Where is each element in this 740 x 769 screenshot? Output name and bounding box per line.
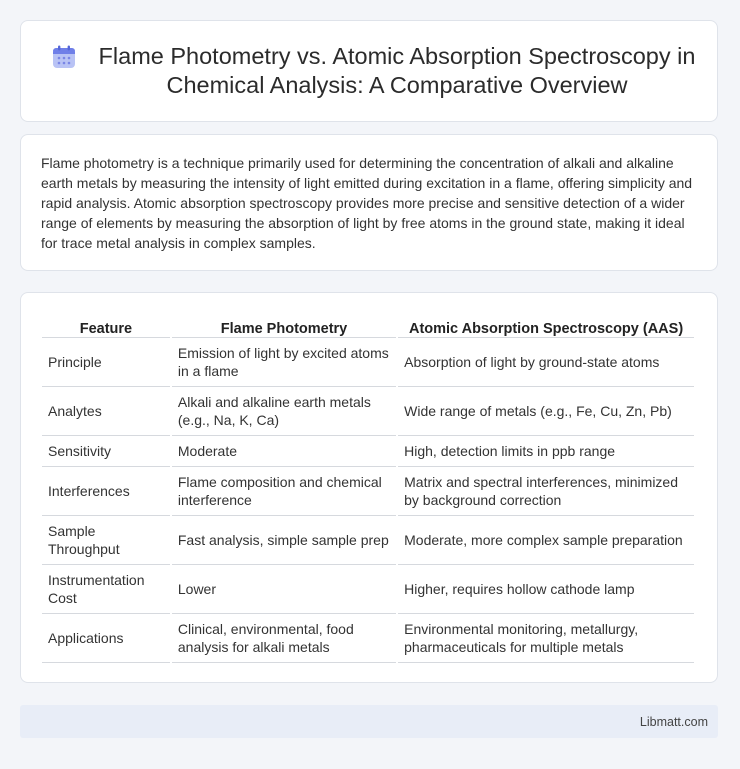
table-row <box>42 467 694 516</box>
calendar-icon <box>51 44 77 70</box>
feature-cell: Sample Throughput <box>42 516 170 565</box>
flame-cell: Fast analysis, simple sample prep <box>172 516 396 565</box>
table-row <box>42 614 694 663</box>
flame-cell: Flame composition and chemical interference <box>172 467 396 516</box>
table-row <box>42 436 694 467</box>
comparison-table <box>40 313 696 663</box>
page-title: Flame Photometry vs. Atomic Absorption Spectroscopy in Chemical Analysis: A Comparative Overview <box>98 43 696 98</box>
aas-cell: Wide range of metals (e.g., Fe, Cu, Zn, Pb) <box>398 387 694 436</box>
flame-cell: Moderate <box>172 436 396 467</box>
feature-cell: Sensitivity <box>42 436 170 467</box>
aas-cell: Matrix and spectral interferences, minimized by background correction <box>398 467 694 516</box>
title-wrap <box>21 42 717 100</box>
aas-cell: Higher, requires hollow cathode lamp <box>398 565 694 614</box>
title-card <box>20 20 718 122</box>
footer-brand[interactable]: Libmatt.com <box>639 714 708 729</box>
feature-cell: Applications <box>42 614 170 663</box>
header-feature: Feature <box>42 313 170 338</box>
table-row <box>42 338 694 387</box>
flame-cell: Alkali and alkaline earth metals (e.g., Na, K, Ca) <box>172 387 396 436</box>
aas-cell: Moderate, more complex sample preparation <box>398 516 694 565</box>
table-header-row <box>42 313 694 338</box>
flame-cell: Clinical, environmental, food analysis for alkali metals <box>172 614 396 663</box>
header-aas: Atomic Absorption Spectroscopy (AAS) <box>398 313 694 338</box>
aas-cell: High, detection limits in ppb range <box>398 436 694 467</box>
feature-cell: Instrumentation Cost <box>42 565 170 614</box>
intro-paragraph: Flame photometry is a technique primarily used for determining the concentration of alkali and alkaline earth metals by measuring the intensity of light emitted during excitation in a flame, offering simplicity and rapid analysis. Atomic absorption spectroscopy provides more precise and sensitive detection of a wider range of elements by measuring the absorption of light by free atoms in the ground state, making it ideal for trace metal analysis in complex samples. <box>41 155 693 251</box>
table-row <box>42 387 694 436</box>
aas-cell: Absorption of light by ground-state atoms <box>398 338 694 387</box>
flame-cell: Emission of light by excited atoms in a flame <box>172 338 396 387</box>
footer <box>20 705 718 738</box>
table-row <box>42 516 694 565</box>
flame-cell: Lower <box>172 565 396 614</box>
table-row <box>42 565 694 614</box>
intro-card <box>20 134 718 271</box>
comparison-card <box>20 292 718 683</box>
aas-cell: Environmental monitoring, metallurgy, pharmaceuticals for multiple metals <box>398 614 694 663</box>
feature-cell: Principle <box>42 338 170 387</box>
header-flame-photometry: Flame Photometry <box>172 313 396 338</box>
feature-cell: Analytes <box>42 387 170 436</box>
feature-cell: Interferences <box>42 467 170 516</box>
